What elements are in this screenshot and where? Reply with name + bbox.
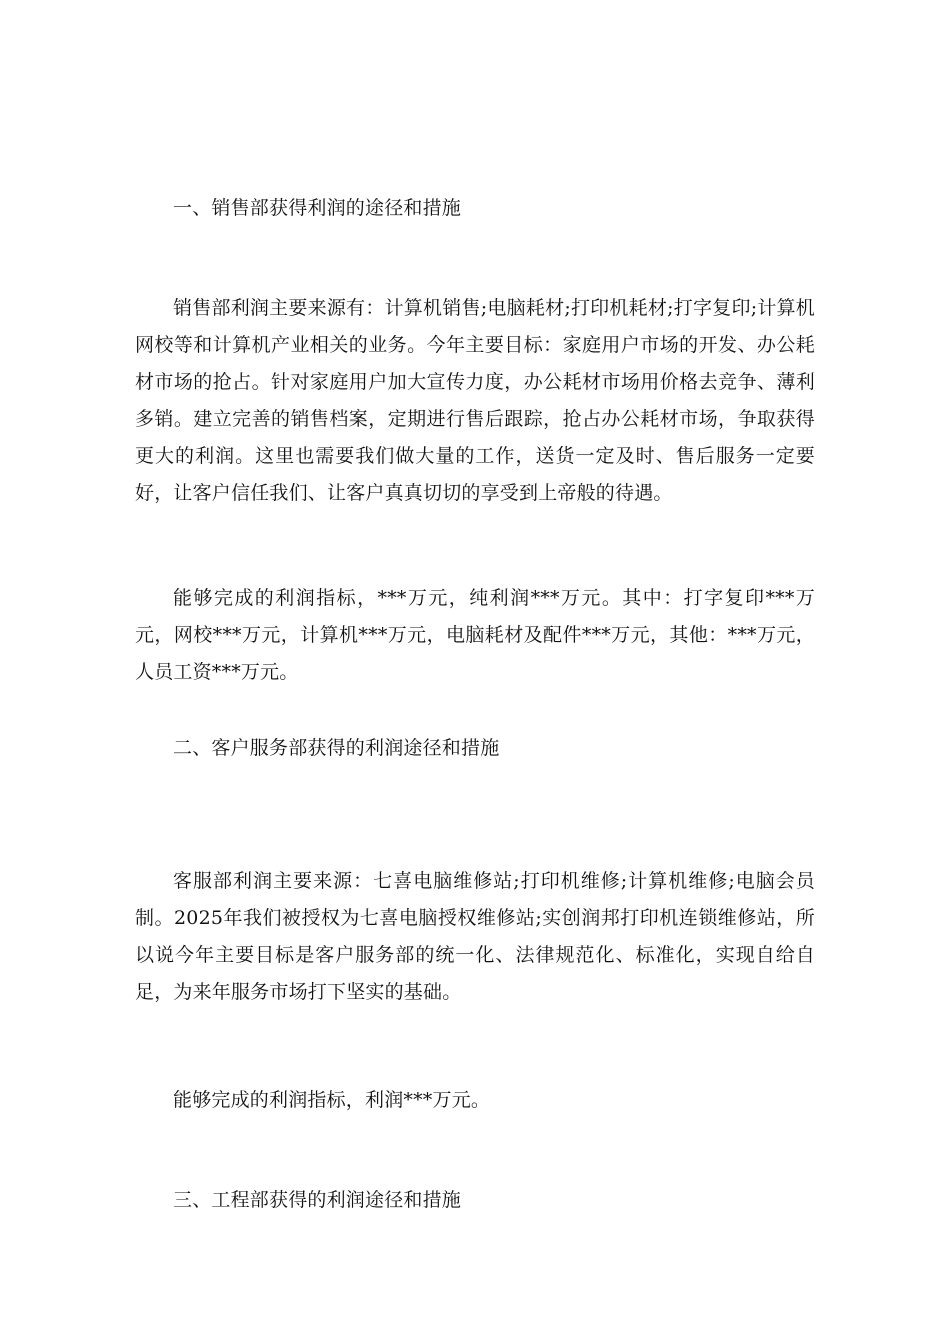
section-heading-engineering: 三、工程部获得的利润途径和措施 (173, 1189, 462, 1211)
paragraph-customer-service-profit-sources: 客服部利润主要来源：七喜电脑维修站;打印机维修;计算机维修;电脑会员制。2025年我们被授权为七喜电脑授权维修站;实创润邦打印机连锁维修站，所以说今年主要目标是客户服务部的统一化、法律规范化、标准化，实现自给自足，为来年服务市场打下坚实的基础。 (135, 870, 815, 1003)
paragraph-sales-profit-sources: 销售部利润主要来源有：计算机销售;电脑耗材;打印机耗材;打字复印;计算机网校等和计算机产业相关的业务。今年主要目标：家庭用户市场的开发、办公耗材市场的抢占。针对家庭用户加大宣传力度，办公耗材市场用价格去竞争、薄利多销。建立完善的销售档案，定期进行售后跟踪，抢占办公耗材市场，争取获得更大的利润。这里也需要我们做大量的工作，送货一定及时、售后服务一定要好，让客户信任我们、让客户真真切切的享受到上帝般的待遇。 (135, 297, 815, 504)
section-heading-sales: 一、销售部获得利润的途径和措施 (173, 197, 462, 219)
paragraph-customer-service-profit-target: 能够完成的利润指标，利润***万元。 (173, 1089, 491, 1111)
paragraph-sales-profit-targets: 能够完成的利润指标，***万元，纯利润***万元。其中：打字复印***万元，网校***万元，计算机***万元，电脑耗材及配件***万元，其他：***万元，人员工资***万元。 (135, 587, 815, 683)
section-heading-customer-service: 二、客户服务部获得的利润途径和措施 (173, 737, 500, 759)
